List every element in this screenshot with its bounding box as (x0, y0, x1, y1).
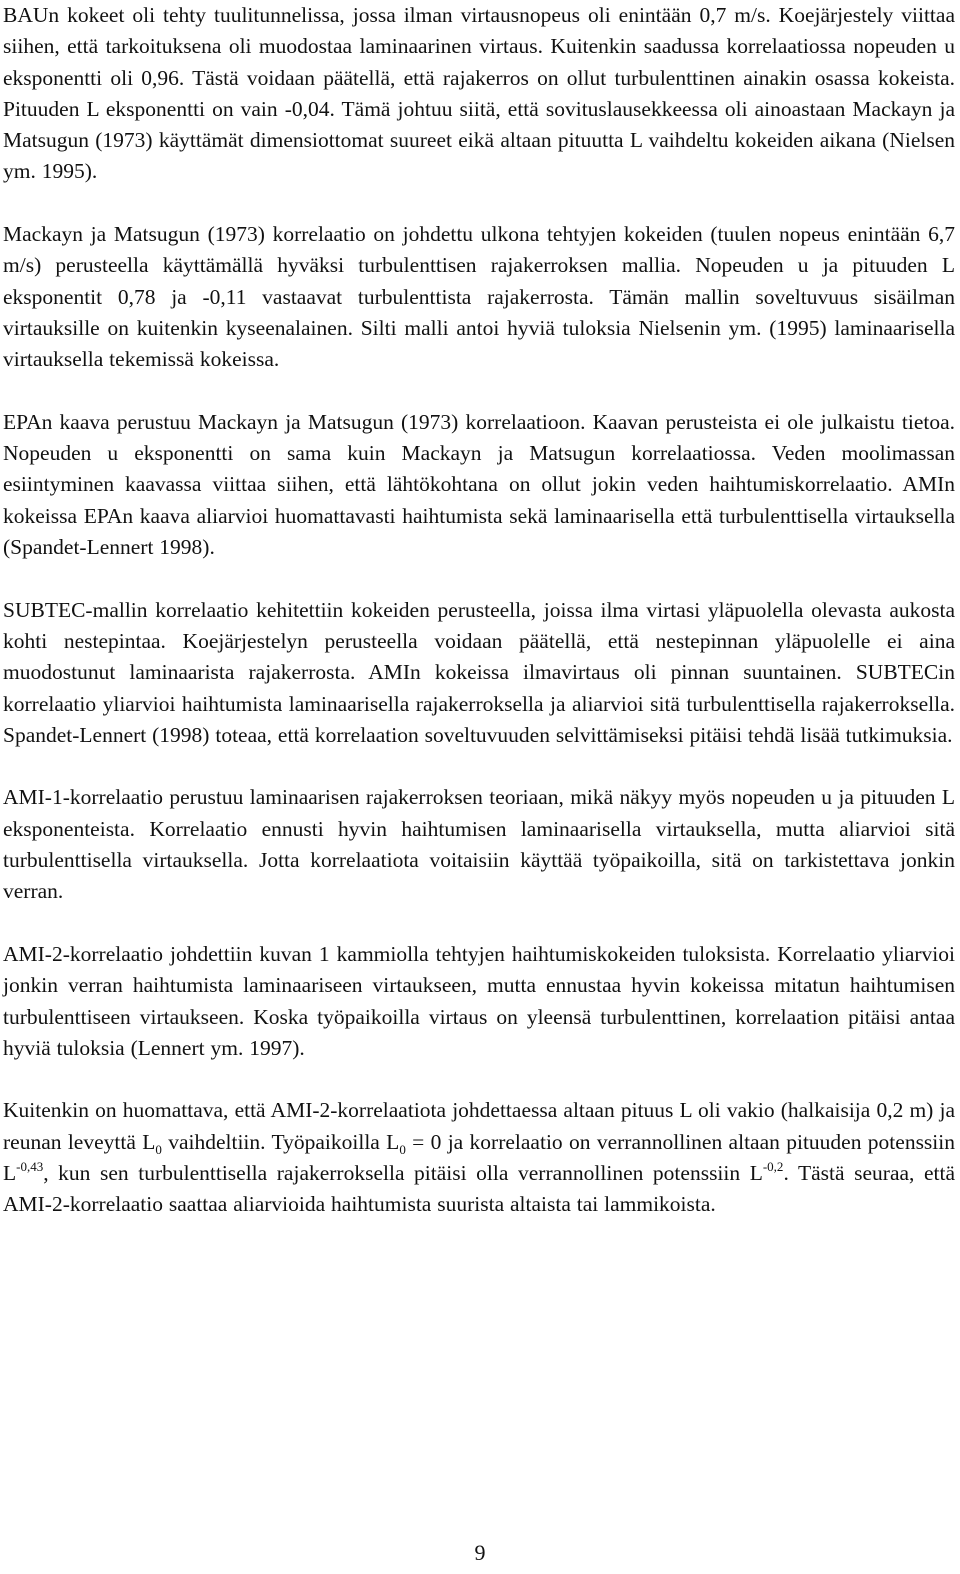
text-run: . Tästä seuraa, että AMI-2-korrelaatio saattaa aliarvioida haihtumista suurista altaista tai lammikoista. (3, 1160, 956, 1217)
subscript: 0 (155, 1141, 162, 1157)
superscript: -0,2 (762, 1158, 784, 1174)
paragraph-ami-1: AMI-1-korrelaatio perustuu laminaarisen rajakerroksen teoriaan, mikä näkyy myös nopeuden u ja pituuden L eksponenteista. Korrelaatio ennusti hyvin haihtumisen laminaarisella virtauksella, mutta aliarvioi sitä turbulenttisella virtauksella. Jotta korrelaatiota voitaisiin käyttää työpaikoilla, sitä on tarkistettava jonkin verran. (3, 785, 955, 904)
paragraph-bau-experiments: BAUn kokeet oli tehty tuulitunnelissa, jossa ilman virtausnopeus oli enintään 0,7 m/s. Koejärjestely viittaa siihen, että tarkoituksena oli muodostaa laminaarinen virtaus. Kuitenkin saadussa korrelaatiossa nopeuden u eksponentti oli 0,96. Tästä voidaan päätellä, että rajakerros on ollut turbulenttinen ainakin osassa kokeista. Pituuden L eksponentti on vain -0,04. Tämä johtuu siitä, että sovituslausekkeessa oli ainoastaan Mackayn ja Matsugun (1973) käyttämät dimensiottomat suureet eikä altaan pituutta L vaihdeltu kokeiden aikana (Nielsen ym. 1995). (3, 3, 955, 184)
superscript: -0,43 (16, 1158, 44, 1174)
document-page (3, 0, 955, 1252)
paragraph-ami-2: AMI-2-korrelaatio johdettiin kuvan 1 kammiolla tehtyjen haihtumiskokeiden tuloksista. Korrelaatio yliarvioi jonkin verran haihtumista laminaariseen virtaukseen, mutta ennustaa hyvin kokeissa mitatun haihtumisen turbulenttiseen virtaukseen. Koska työpaikoilla virtaus on yleensä turbulenttinen, korrelaation pitäisi antaa hyviä tuloksia (Lennert ym. 1997). (3, 941, 955, 1060)
paragraph-ami-2-limitations (3, 1095, 955, 1220)
page-number: 9 (474, 1540, 486, 1565)
paragraph-mackay-matsugu: Mackayn ja Matsugun (1973) korrelaatio on johdettu ulkona tehtyjen kokeiden (tuulen nopeus enintään 6,7 m/s) perusteella käyttämällä hyväksi turbulenttisen rajakerroksen mallia. Nopeuden u ja pituuden L eksponentit 0,78 ja -0,11 vastaavat turbulenttista rajakerrosta. Tämän mallin soveltuvuus sisäilman virtauksille on kuitenkin kyseenalainen. Silti malli antoi hyviä tuloksia Nielsenin ym. (1995) laminaarisella virtauksella tekemissä kokeissa. (3, 222, 955, 372)
paragraph-subtec-model: SUBTEC-mallin korrelaatio kehitettiin kokeiden perusteella, joissa ilma virtasi yläpuolella olevasta aukosta kohti nestepintaa. Koejärjestelyn perusteella voidaan päätellä, että nestepinnan yläpuolelle ei aina muodostunut laminaarista rajakerrosta. AMIn kokeissa ilmavirtaus oli pinnan suuntainen. SUBTECin korrelaatio yliarvioi haihtumista laminaarisella rajakerroksella ja aliarvioi sitä turbulenttisella rajakerroksella. Spandet-Lennert (1998) toteaa, että korrelaation soveltuvuuden selvittämiseksi pitäisi tehdä lisää tutkimuksia. (3, 597, 955, 747)
paragraph-epa-formula: EPAn kaava perustuu Mackayn ja Matsugun (1973) korrelaatioon. Kaavan perusteista ei ole julkaistu tietoa. Nopeuden u eksponentti on sama kuin Mackayn ja Matsugun korrelaatiossa. Veden moolimassan esiintyminen kaavassa viittaa siihen, että lähtökohtana on ollut jokin veden haihtumiskorrelaatio. AMIn kokeissa EPAn kaava aliarvioi huomattavasti haihtumista sekä laminaarisella että turbulenttisella virtauksella (Spandet-Lennert 1998). (3, 409, 955, 560)
text-run: = 0 ja korrelaatio on verrannollinen altaan pituuden potenssiin L (3, 1129, 955, 1185)
text-run: vaihdeltiin. Työpaikoilla L (161, 1129, 400, 1154)
subscript: 0 (399, 1141, 406, 1157)
text-run: , kun sen turbulenttisella rajakerroksella pitäisi olla verrannollinen potenssiin L (43, 1160, 763, 1185)
text-run: Kuitenkin on huomattava, että AMI-2-korrelaatiota johdettaessa altaan pituus L oli vakio (halkaisija 0,2 m) ja reunan leveyttä L (3, 1098, 955, 1154)
